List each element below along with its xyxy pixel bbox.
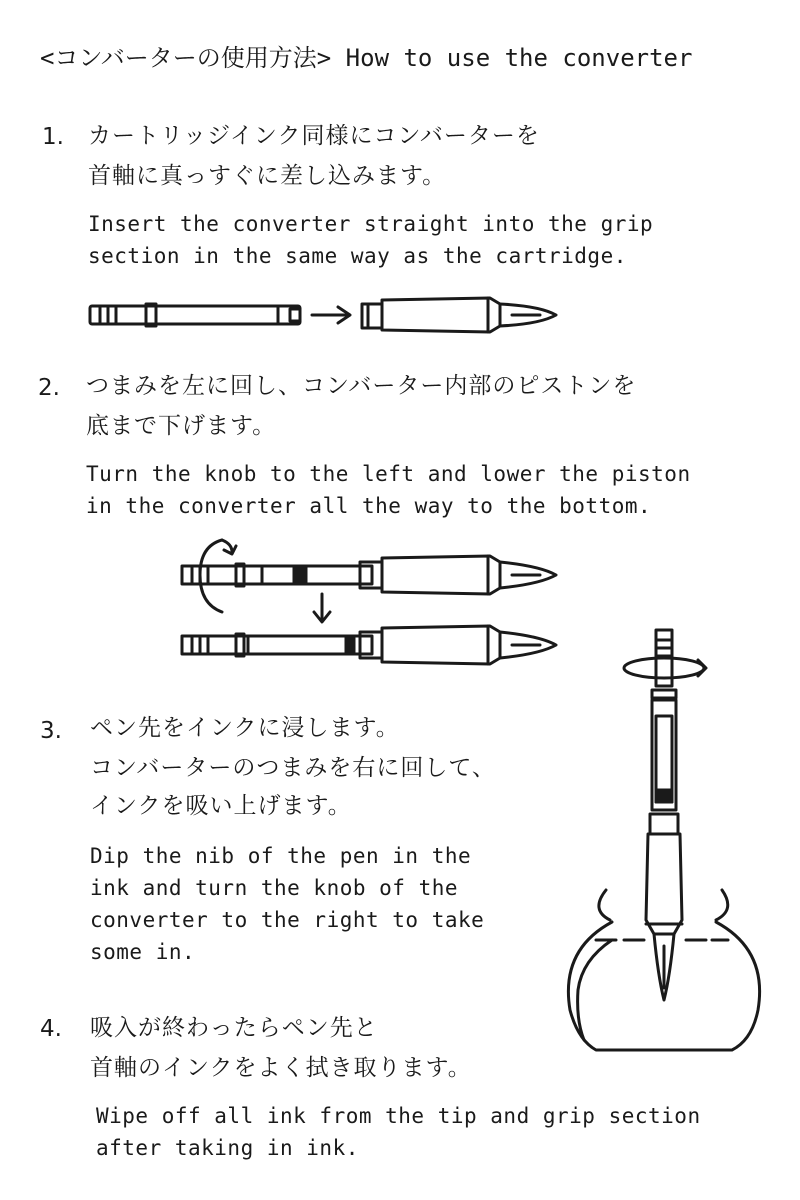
step-1-converter-illustration: [90, 304, 300, 326]
step-1-ja-line-2: 首軸に真っすぐに差し込みます。: [88, 163, 447, 189]
step-2-pen-after-illustration: [182, 626, 556, 664]
step-1-ja-line-1: カートリッジインク同様にコンバーターを: [88, 123, 540, 149]
step-4-en-line-2: after taking in ink.: [96, 1136, 359, 1160]
step-3-en-line-3: converter to the right to take: [90, 908, 485, 932]
down-arrow-icon: [314, 594, 330, 622]
step-1-en-line-2: section in the same way as the cartridge.: [88, 244, 627, 268]
step-2-number: 2.: [38, 375, 60, 401]
step-1-arrow-icon: [312, 307, 350, 323]
step-1-en-line-1: Insert the converter straight into the grip: [88, 212, 654, 236]
step-3-number: 3.: [40, 718, 62, 744]
step-2-ja-line-1: つまみを左に回し、コンバーター内部のピストンを: [86, 373, 637, 399]
step-1-grip-section-illustration: [362, 298, 556, 332]
step-3-en-line-4: some in.: [90, 940, 196, 964]
step-3-ja-line-1: ペン先をインクに浸します。: [90, 715, 400, 741]
step-3-rotate-right-icon: [624, 658, 706, 678]
step-2-en-line-2: in the converter all the way to the bottom.: [86, 494, 652, 518]
step-3-ja-line-3: インクを吸い上げます。: [90, 793, 352, 819]
step-1-number: 1.: [42, 124, 64, 150]
rotate-left-icon: [200, 540, 236, 612]
page-title: <コンバーターの使用方法> How to use the converter: [40, 44, 693, 72]
step-3-ja-line-2: コンバーターのつまみを右に回して、: [90, 755, 496, 781]
step-2-pen-before-illustration: [182, 556, 556, 594]
step-4-ja-line-1: 吸入が終わったらペン先と: [90, 1015, 378, 1041]
step-3-en-line-1: Dip the nib of the pen in the: [90, 844, 472, 868]
step-3-en-line-2: ink and turn the knob of the: [90, 876, 459, 900]
step-4-number: 4.: [40, 1016, 62, 1042]
step-2-en-line-1: Turn the knob to the left and lower the piston: [86, 462, 691, 486]
step-2-ja-line-2: 底まで下げます。: [86, 413, 277, 439]
step-3-vertical-pen-illustration: [646, 630, 682, 1000]
step-4-en-line-1: Wipe off all ink from the tip and grip section: [96, 1104, 701, 1128]
step-4-ja-line-2: 首軸のインクをよく拭き取ります。: [90, 1055, 472, 1081]
